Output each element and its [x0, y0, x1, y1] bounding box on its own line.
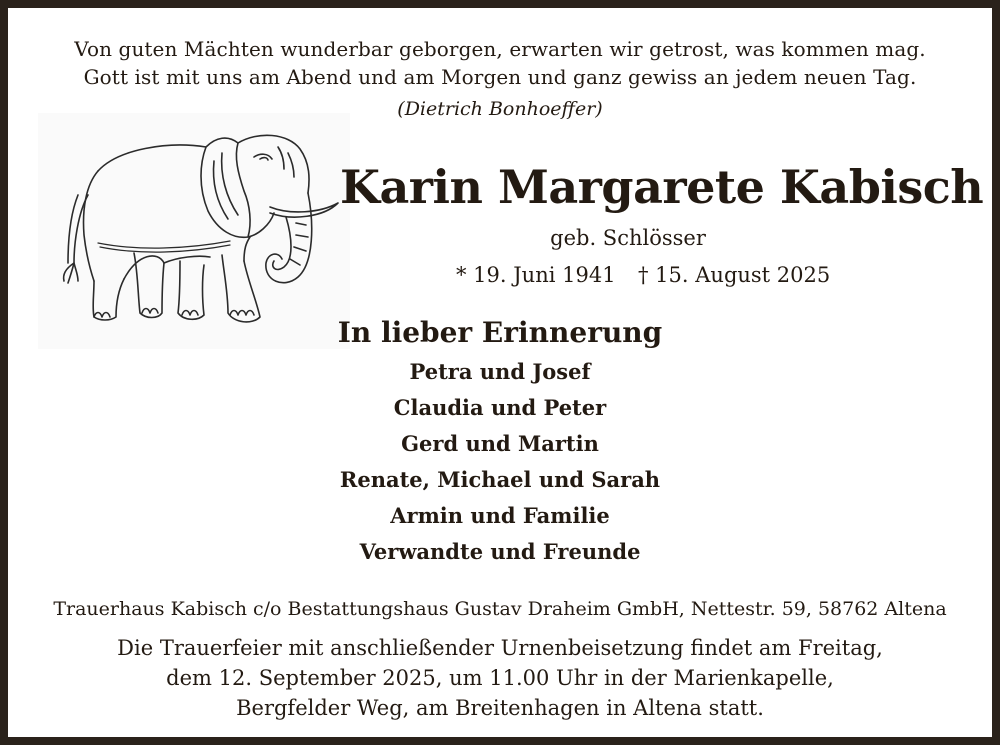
ceremony-line-1: Die Trauerfeier mit anschließender Urnenbeisetzung findet am Freitag,: [117, 636, 883, 660]
mourning-house-address: Trauerhaus Kabisch c/o Bestattungshaus Gustav Draheim GmbH, Nettestr. 59, 58762 Altena: [53, 598, 947, 620]
mourner-line: Verwandte und Freunde: [359, 539, 641, 564]
mourner-line: Petra und Josef: [409, 359, 591, 384]
memory-heading: In lieber Erinnerung: [337, 316, 663, 349]
quote-line-1: Von guten Mächten wunderbar geborgen, erwarten wir getrost, was kommen mag.: [74, 37, 926, 61]
mourner-line: Renate, Michael und Sarah: [339, 467, 661, 492]
mourner-line: Gerd und Martin: [401, 431, 599, 456]
ceremony-line-2: dem 12. September 2025, um 11.00 Uhr in der Marienkapelle,: [166, 666, 834, 690]
quote-line-2: Gott ist mit uns am Abend und am Morgen und ganz gewiss an jedem neuen Tag.: [83, 65, 917, 89]
elephant-drawing-icon: [38, 113, 350, 349]
deceased-name: Karin Margarete Kabisch: [340, 160, 984, 214]
death-date: † 15. August 2025: [638, 263, 831, 287]
ceremony-line-3: Bergfelder Weg, am Breitenhagen in Altena statt.: [236, 696, 764, 720]
mourner-line: Armin und Familie: [390, 503, 610, 528]
quote-author: (Dietrich Bonhoeffer): [397, 98, 603, 120]
mourner-line: Claudia und Peter: [393, 395, 607, 420]
birth-date: * 19. Juni 1941: [456, 263, 616, 287]
born-name: geb. Schlösser: [550, 226, 706, 250]
